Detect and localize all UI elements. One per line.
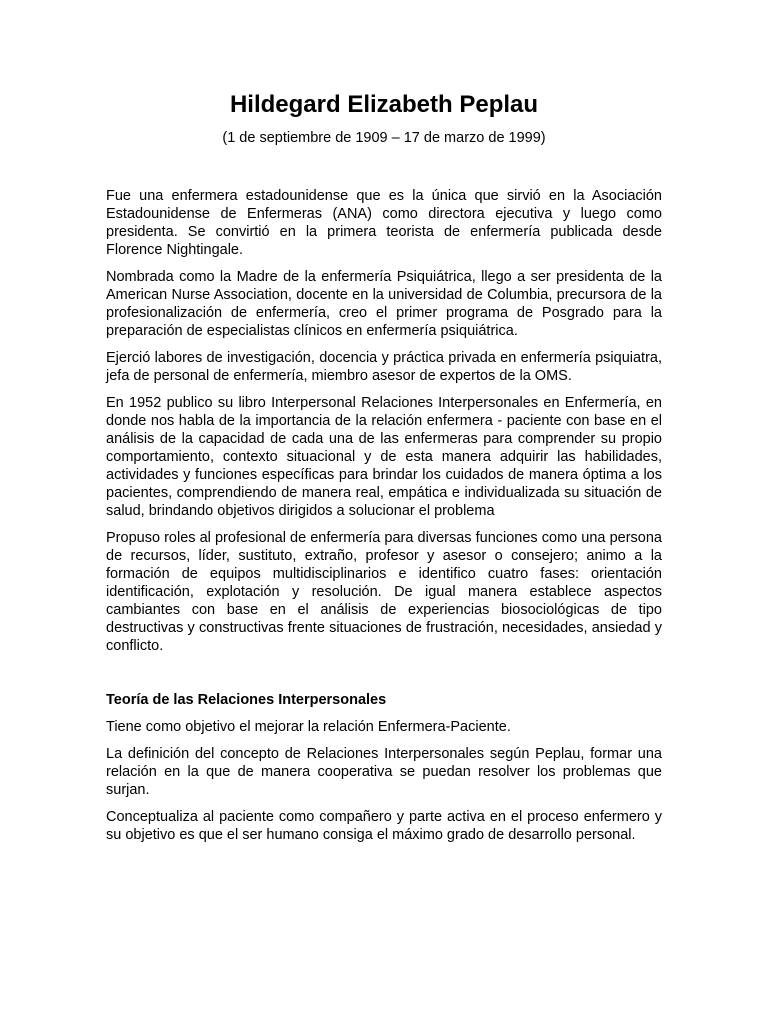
paragraph: En 1952 publico su libro Interpersonal Relaciones Interpersonales en Enfermería, en donde nos habla de la importancia de la relación enfermera - paciente con base en el análisis de la capacidad de cada una de las enfermeras para comprender su propio comportamiento, contexto situacional y de esta manera adquirir las habilidades, actividades y funciones específicas para brindar los cuidados de manera óptima a los pacientes, comprendiendo de manera real, empática e individualizada su situación de salud, brindando objetivos dirigidos a solucionar el problema xyxy=(106,395,662,519)
section-paragraph: La definición del concepto de Relaciones Interpersonales según Peplau, formar una relación en la que de manera cooperativa se puedan resolver los problemas que surjan. xyxy=(106,746,662,798)
section-heading: Teoría de las Relaciones Interpersonales xyxy=(106,692,387,708)
paragraph: Fue una enfermera estadounidense que es la única que sirvió en la Asociación Estadounidense de Enfermeras (ANA) como directora ejecutiva y luego como presidenta. Se convirtió en la primera teorista de enfermería publicada desde Florence Nightingale. xyxy=(106,188,662,258)
section-paragraph: Conceptualiza al paciente como compañero y parte activa en el proceso enfermero y su objetivo es que el ser humano consiga el máximo grado de desarrollo personal. xyxy=(106,809,662,843)
paragraph: Nombrada como la Madre de la enfermería Psiquiátrica, llego a ser presidenta de la American Nurse Association, docente en la universidad de Columbia, precursora de la profesionalización de enfermería, creo el primer programa de Posgrado para la preparación de especialistas clínicos en enfermería psiquiátrica. xyxy=(106,269,662,339)
document-body xyxy=(106,187,662,844)
document-subtitle: (1 de septiembre de 1909 – 17 de marzo de 1999) xyxy=(222,130,546,146)
section-paragraph: Tiene como objetivo el mejorar la relación Enfermera-Paciente. xyxy=(106,719,511,735)
document-page xyxy=(106,88,662,853)
document-title: Hildegard Elizabeth Peplau xyxy=(229,91,539,118)
paragraph: Ejerció labores de investigación, docencia y práctica privada en enfermería psiquiatra, jefa de personal de enfermería, miembro asesor de expertos de la OMS. xyxy=(106,350,662,384)
paragraph: Propuso roles al profesional de enfermería para diversas funciones como una persona de recursos, líder, sustituto, extraño, profesor y asesor o consejero; animo a la formación de equipos multidisciplinarios e identifico cuatro fases: orientación identificación, explotación y resolución. De igual manera establece aspectos cambiantes con base en el análisis de experiencias biosociológicas de tipo destructivas y constructivas frente situaciones de frustración, necesidades, ansiedad y conflicto. xyxy=(106,530,662,654)
